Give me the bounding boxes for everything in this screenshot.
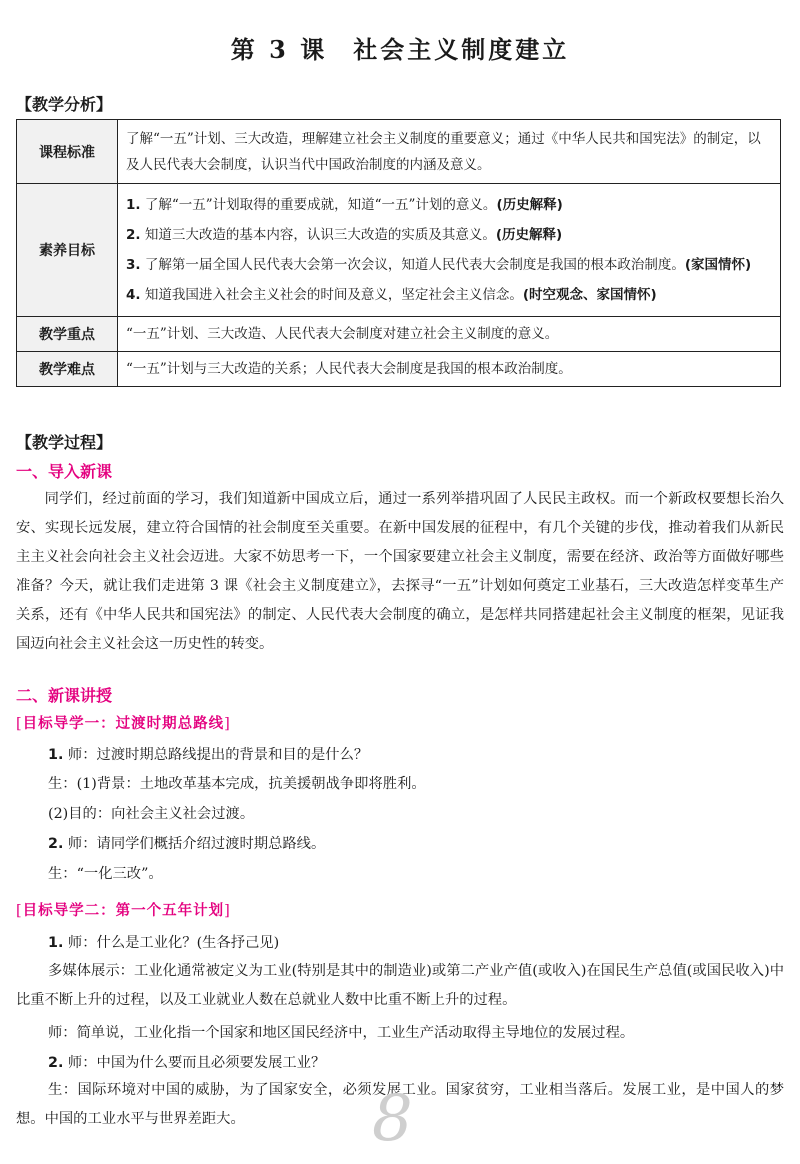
page-number: 8 [372,1082,413,1156]
focus-text: “一五”计划、三大改造、人民代表大会制度对建立社会主义制度的意义。 [118,317,781,352]
target-2-heading: [目标导学二：第一个五年计划] [16,902,231,919]
process-heading: 【教学过程】 [16,433,113,452]
focus-head: 教学重点 [17,317,118,352]
t2-answer: 生：国际环境对中国的威胁，为了国家安全，必须发展工业。国家贫穷，工业相当落后。发展工业，是中国人的梦想。中国的工业水平与世界差距大。 [16,1082,784,1127]
part2-heading: 二、新课讲授 [16,686,113,705]
t1-line: (2)目的：向社会主义社会过渡。 [48,806,255,822]
literacy-item: 3. 了解第一届全国人民代表大会第一次会议，知道人民代表大会制度是我国的根本政治制度。(家国情怀) [126,257,752,273]
t2-question-1: 1. 师：什么是工业化？(生各抒己见) [48,935,280,951]
lesson-name: 社会主义制度建立 [353,35,570,64]
literacy-item: 2. 知道三大改造的基本内容，认识三大改造的实质及其意义。(历史解释) [126,227,563,243]
intro-paragraph: 同学们，经过前面的学习，我们知道新中国成立后，通过一系列举措巩固了人民民主政权。而一个新政权要想长治久安、实现长远发展，建立符合国情的社会制度至关重要。在新中国发展的征程中，有几个关键的步伐，推动着我们从新民主主义社会向社会主义社会迈进。大家不妨思考一下，一个国家要建立社会主义制度，需要在经济、政治等方面做好哪些准备？今天，就让我们走进第 3 课《社会主义制度建立》，去探寻“一五”计划如何奠定工业基石，三大改造怎样变革生产关系，还有《中华人民共和国宪法》的制定、人民代表大会制度的确立，是怎样共同搭建起社会主义制度的框架，见证我国迈向社会主义社会这一历史性的转变。 [16,491,784,652]
literacy-cell [118,184,781,317]
target-1-heading: [目标导学一：过渡时期总路线] [16,715,231,732]
t2-media: 多媒体展示：工业化通常被定义为工业(特别是其中的制造业)或第二产业产值(或收入)在国民生产总值(或国民收入)中比重不断上升的过程，以及工业就业人数在总就业人数中比重不断上升的过程。 [16,963,784,1008]
analysis-heading: 【教学分析】 [16,95,113,114]
standard-head: 课程标准 [17,120,118,184]
page-title [0,30,800,65]
lesson-number: 第 3 课 [230,35,328,64]
t1-line: 2. 师：请同学们概括介绍过渡时期总路线。 [48,836,326,852]
literacy-item: 1. 了解“一五”计划取得的重要成就，知道“一五”计划的意义。(历史解释) [126,197,563,213]
difficulty-head: 教学难点 [17,352,118,387]
part1-heading: 一、导入新课 [16,462,113,481]
t2-question-2: 2. 师：中国为什么要而且必须要发展工业？ [48,1055,326,1071]
difficulty-text: “一五”计划与三大改造的关系；人民代表大会制度是我国的根本政治制度。 [118,352,781,387]
literacy-item: 4. 知道我国进入社会主义社会的时间及意义，坚定社会主义信念。(时空观念、家国情怀) [126,287,657,303]
standard-text: 了解“一五”计划、三大改造，理解建立社会主义制度的重要意义；通过《中华人民共和国宪法》的制定，以及人民代表大会制度，认识当代中国政治制度的内涵及意义。 [118,120,781,184]
analysis-table [16,119,781,387]
t1-line: 1. 师：过渡时期总路线提出的背景和目的是什么？ [48,747,369,763]
literacy-head: 素养目标 [17,184,118,317]
t2-teacher: 师：简单说，工业化指一个国家和地区国民经济中，工业生产活动取得主导地位的发展过程。 [48,1025,635,1041]
t1-line: 生：“一化三改”。 [48,866,163,882]
t1-line: 生：(1)背景：土地改革基本完成，抗美援朝战争即将胜利。 [48,776,426,792]
